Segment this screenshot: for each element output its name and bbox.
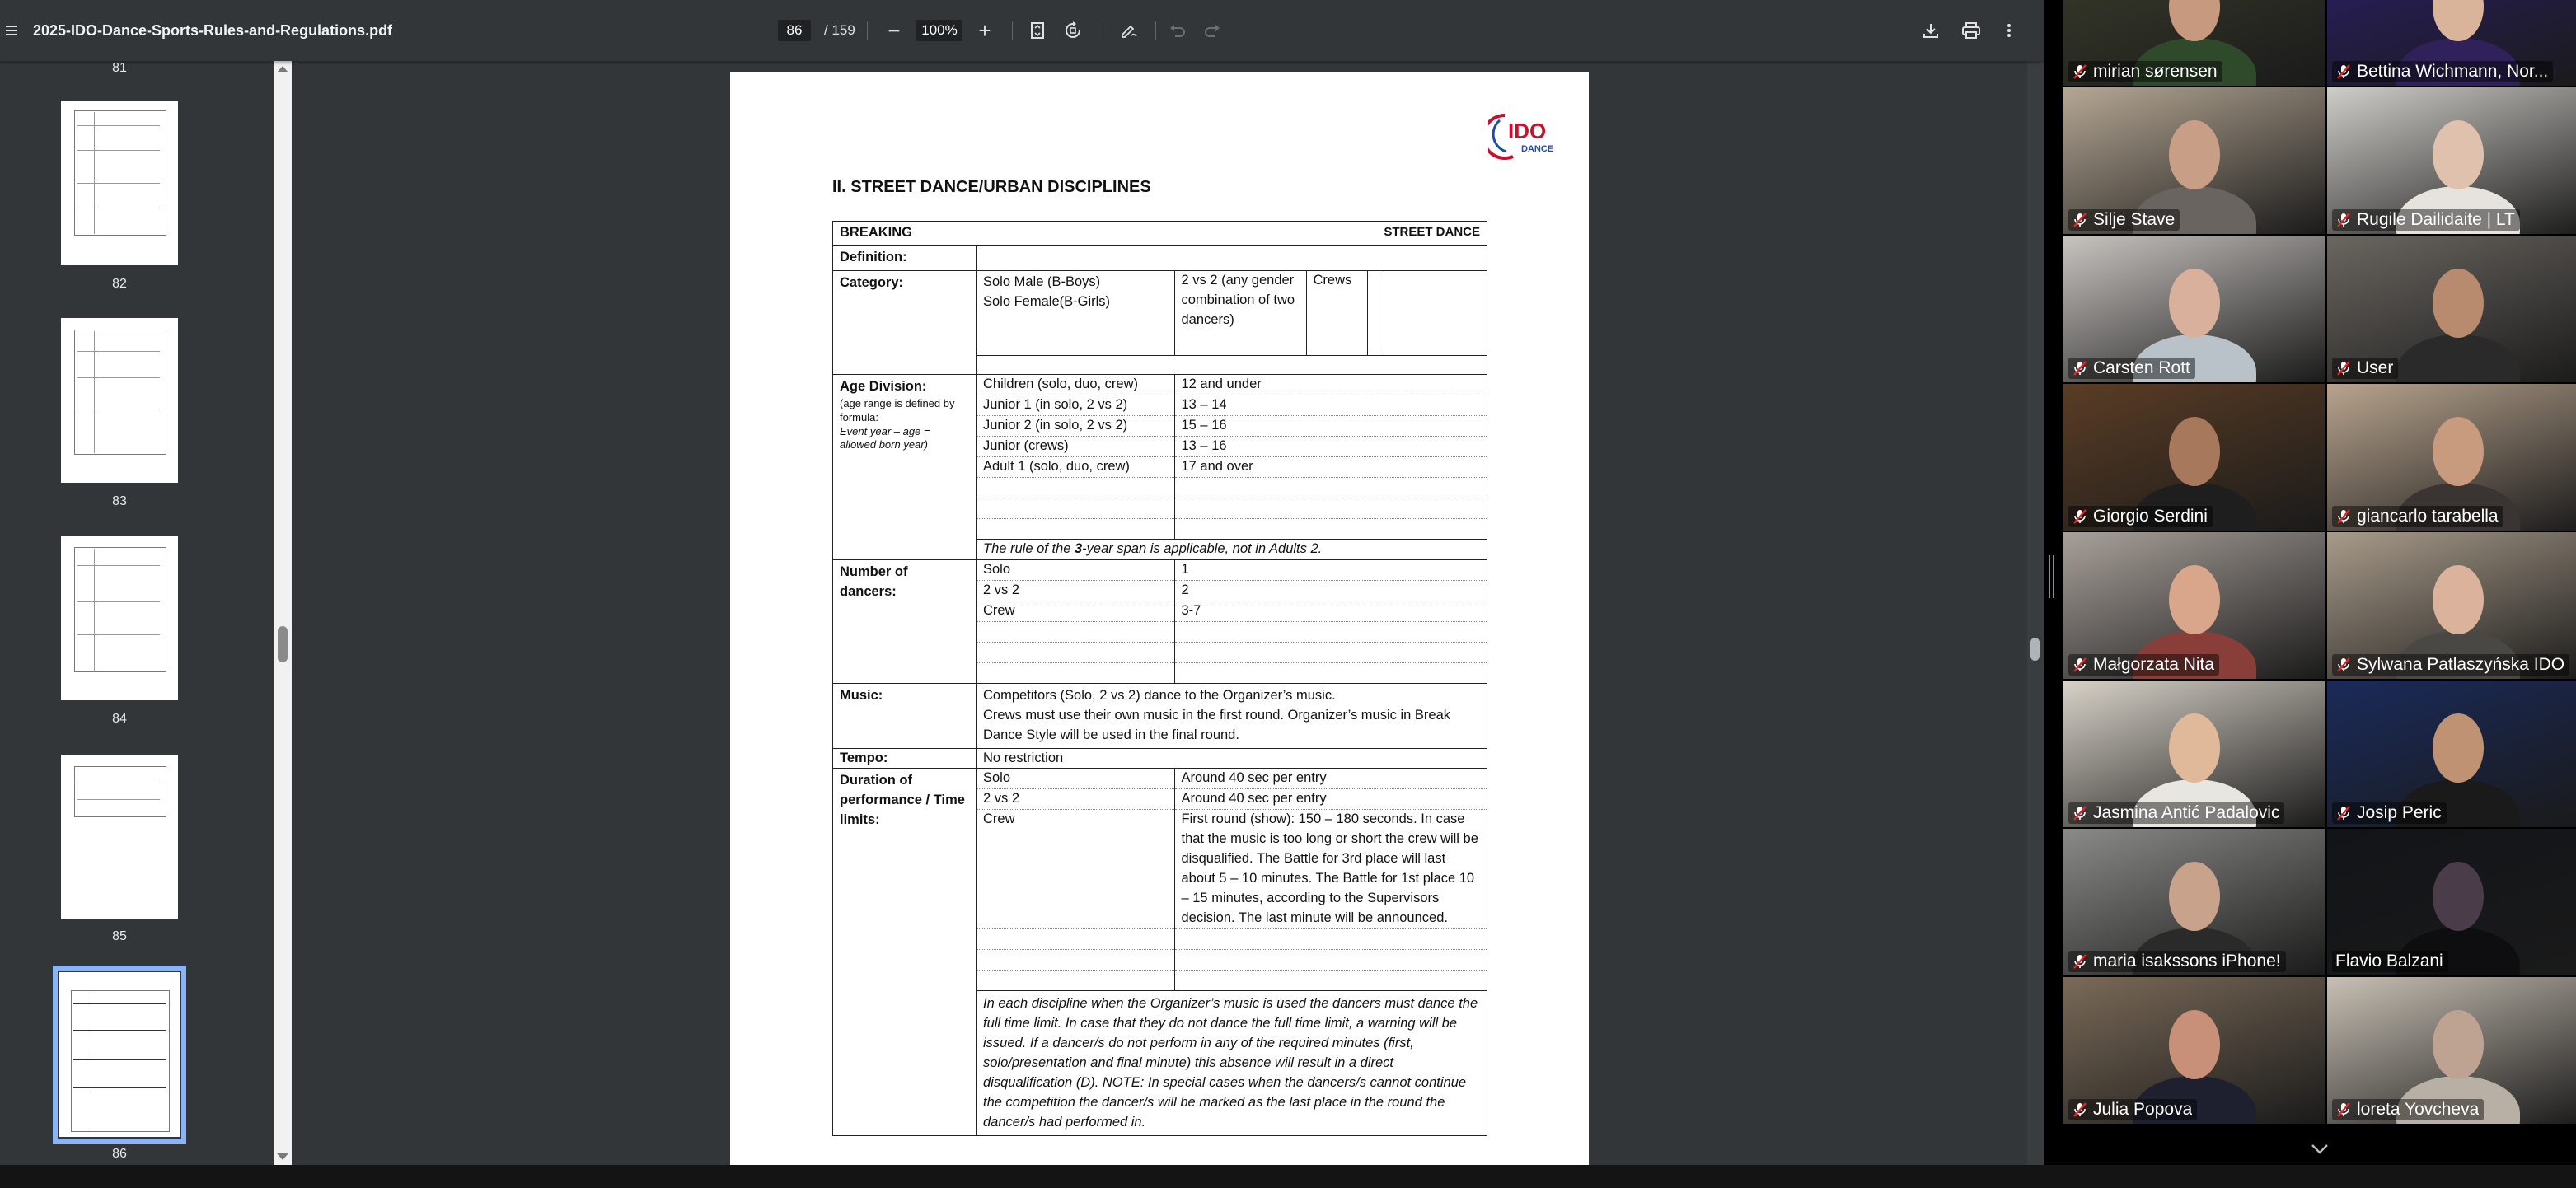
undo-icon[interactable] [1169, 0, 1187, 61]
participant-tile[interactable] [2063, 681, 2325, 827]
participant-nameplate [2068, 1099, 2197, 1120]
age-division-label: Age Division: [840, 378, 927, 394]
age-range: 15 – 16 [1174, 415, 1487, 436]
participant-nameplate [2332, 802, 2447, 824]
mic-muted-icon [2335, 1101, 2352, 1118]
participant-head [2169, 565, 2220, 634]
participant-nameplate [2332, 1099, 2484, 1120]
participant-tile[interactable] [2327, 532, 2576, 679]
participant-name: Małgorzata Nita [2093, 655, 2215, 674]
section-title: II. STREET DANCE/URBAN DISCIPLINES [832, 178, 1151, 196]
dancer-count: 3-7 [1174, 601, 1487, 621]
participant-nameplate [2068, 654, 2219, 676]
participant-name: Julia Popova [2093, 1100, 2193, 1119]
thumbnail-page-label: 82 [112, 277, 127, 291]
duration-label: Duration of performance / Time limits: [833, 769, 977, 1136]
participant-tile[interactable] [2327, 384, 2576, 531]
participant-tile[interactable] [2063, 236, 2325, 382]
age-formula: Event year – age = allowed born year) [840, 424, 930, 451]
zoom-in-button[interactable]: + [978, 17, 991, 43]
sidebar-scrollbar[interactable] [274, 61, 292, 1165]
fit-page-icon[interactable] [1028, 0, 1047, 61]
document-scrollbar[interactable] [2027, 61, 2044, 1165]
logo-text: IDO [1508, 119, 1547, 143]
dancer-count: 1 [1174, 560, 1487, 581]
mic-muted-icon [2072, 1101, 2088, 1118]
age-range: 13 – 16 [1174, 436, 1487, 456]
category-solo: Solo Male (B-Boys) [983, 274, 1101, 289]
thumbnail-page-selected[interactable] [59, 972, 180, 1137]
age-division: Junior (crews) [977, 436, 1174, 456]
thumbnail-page-label: 83 [112, 494, 127, 508]
category-solo-female: Solo Female(B-Girls) [983, 293, 1111, 309]
participant-head [2169, 1010, 2220, 1079]
pane-divider[interactable] [2044, 0, 2063, 1165]
participant-name: mirian sørensen [2093, 62, 2218, 81]
logo-subtext: DANCE [1521, 144, 1554, 154]
participant-head [2433, 120, 2484, 189]
resize-handle-icon[interactable] [2049, 555, 2054, 598]
mic-muted-icon [2072, 508, 2088, 525]
dancer-type: Solo [977, 560, 1174, 581]
participant-tile[interactable] [2327, 977, 2576, 1124]
mic-muted-icon [2072, 657, 2088, 673]
participant-head [2169, 269, 2220, 338]
participant-nameplate [2332, 951, 2448, 972]
scrollbar-thumb[interactable] [2030, 638, 2040, 661]
mic-muted-icon [2335, 805, 2352, 821]
tempo-label: Tempo: [833, 748, 977, 769]
mic-muted-icon [2072, 953, 2088, 970]
participant-name: Silje Stave [2093, 210, 2176, 229]
annotate-pen-icon[interactable] [1119, 0, 1139, 61]
mic-muted-icon [2072, 805, 2088, 821]
rotate-icon[interactable] [1063, 0, 1083, 61]
toolbar-divider [1155, 21, 1156, 40]
participant-nameplate [2068, 358, 2195, 379]
participant-head [2433, 862, 2484, 931]
category-label: Category: [833, 270, 977, 374]
mic-muted-icon [2335, 212, 2352, 228]
participant-nameplate [2332, 654, 2569, 676]
thumbnail-page[interactable] [61, 101, 178, 265]
category-crews: Crews [1306, 271, 1367, 356]
mic-muted-icon [2072, 212, 2088, 228]
participant-nameplate [2068, 506, 2213, 527]
thumbnail-page[interactable] [61, 318, 178, 483]
duration-type: Crew [977, 810, 1174, 929]
thumbnail-page-label: 84 [112, 712, 127, 726]
participant-head [2169, 417, 2220, 486]
participant-head [2433, 713, 2484, 783]
age-division: Adult 1 (solo, duo, crew) [977, 456, 1174, 477]
thumbnail-page[interactable] [61, 536, 178, 700]
participant-tile[interactable] [2327, 681, 2576, 827]
mic-muted-icon [2335, 360, 2352, 377]
participant-tile[interactable] [2063, 384, 2325, 531]
pdf-page [730, 72, 1589, 1165]
participant-name: User [2357, 358, 2394, 377]
participant-tile[interactable] [2063, 0, 2325, 86]
duration-limit: Around 40 sec per entry [1174, 769, 1487, 789]
music-text: Competitors (Solo, 2 vs 2) dance to the Organizer’s music. [983, 687, 1336, 703]
age-rule-note: The rule of the 3-year span is applicable, not in Adults 2. [983, 540, 1323, 556]
zoom-out-button[interactable]: − [888, 17, 901, 43]
music-label: Music: [833, 683, 977, 748]
thumbnail-page-label: 81 [112, 61, 127, 75]
participant-head [2169, 862, 2220, 931]
music-text-crews: Crews must use their own music in the first round. Organizer’s music in Break Dance Style will be used in the final round. [983, 707, 1451, 742]
participant-head [2169, 713, 2220, 783]
thumbnail-page[interactable] [61, 755, 178, 919]
dancer-type: Crew [977, 601, 1174, 621]
more-vert-icon[interactable] [2001, 0, 2017, 61]
discipline-group: STREET DANCE [1384, 225, 1481, 239]
duration-limit: Around 40 sec per entry [1174, 789, 1487, 810]
time-limit-note: In each discipline when the Organizer’s music is used the dancers must dance the full time limit. In case that they do not dance the full time limit, a warning will be issued. If a dancer/s do not perform in any of the required minutes (first, solo/presentation and final minute) this absence will result in a direct disqualification (D). NOTE: In special cases when the dancers/s cannot continue the competition the dancer/s will be marked as the last place in the round the dancer/s had performed in. [983, 995, 1478, 1130]
participant-name: Josip Peric [2357, 803, 2442, 822]
scroll-up-arrow-icon[interactable] [277, 66, 288, 72]
category-2vs2: 2 vs 2 (any gender combination of two dancers) [1174, 271, 1306, 356]
participant-tile[interactable] [2063, 532, 2325, 679]
age-range: 17 and over [1174, 456, 1487, 477]
download-icon[interactable] [1920, 0, 1941, 61]
participant-name: Flavio Balzani [2335, 952, 2443, 971]
participant-name: Rugile Dailidaite | LT [2357, 210, 2515, 229]
participant-name: maria isakssons iPhone! [2093, 952, 2281, 971]
toolbar-divider [1012, 21, 1013, 40]
participant-head [2433, 269, 2484, 338]
participant-name: Bettina Wichmann, Nor... [2357, 62, 2549, 81]
participant-nameplate [2332, 358, 2398, 379]
mic-muted-icon [2335, 63, 2352, 80]
page-total: / 159 [824, 22, 855, 38]
zoom-input[interactable]: 100% [916, 20, 962, 41]
print-icon[interactable] [1960, 0, 1983, 61]
participant-head [2169, 120, 2220, 189]
ido-logo [1488, 109, 1571, 163]
participant-head [2433, 565, 2484, 634]
participant-tile[interactable] [2063, 977, 2325, 1124]
participant-name: Sylwana Patlaszyńska IDO [2357, 655, 2565, 674]
tempo-value: No restriction [977, 748, 1487, 769]
participant-nameplate [2068, 802, 2284, 824]
dancer-count: 2 [1174, 580, 1487, 601]
age-division: Children (solo, duo, crew) [977, 375, 1174, 395]
page-number-input[interactable]: 86 [778, 20, 811, 41]
mic-muted-icon [2335, 657, 2352, 673]
scrollbar-thumb[interactable] [278, 626, 288, 662]
pdf-toolbar [0, 0, 2044, 61]
participant-nameplate [2068, 61, 2222, 82]
dancers-label: Number of [840, 564, 908, 579]
participant-tile[interactable] [2063, 829, 2325, 975]
thumbnail-sidebar [0, 61, 274, 1165]
participant-tile[interactable] [2063, 87, 2325, 234]
definition-label: Definition: [833, 245, 977, 270]
thumbnail-page-label: 85 [112, 929, 127, 943]
duration-type: 2 vs 2 [977, 789, 1174, 810]
participant-nameplate [2068, 951, 2286, 972]
age-range: 12 and under [1174, 375, 1487, 395]
bottom-strip [0, 1165, 2576, 1188]
participant-tile[interactable] [2327, 0, 2576, 86]
mic-muted-icon [2072, 63, 2088, 80]
menu-icon[interactable] [0, 0, 23, 61]
thumbnail-page-label: 86 [112, 1147, 127, 1161]
age-division: Junior 2 (in solo, 2 vs 2) [977, 415, 1174, 436]
participant-nameplate [2068, 209, 2180, 231]
discipline-name: BREAKING [840, 225, 913, 240]
dancer-type: 2 vs 2 [977, 580, 1174, 601]
participant-tile[interactable] [2327, 236, 2576, 382]
mic-muted-icon [2335, 508, 2352, 525]
participant-nameplate [2332, 61, 2553, 82]
participant-nameplate [2332, 506, 2503, 527]
participant-name: loreta Yovcheva [2357, 1100, 2480, 1119]
duration-type: Solo [977, 769, 1174, 789]
file-title: 2025-IDO-Dance-Sports-Rules-and-Regulations.pdf [33, 21, 393, 39]
participant-tile[interactable] [2327, 829, 2576, 975]
rules-table: BREAKING STREET DANCE Definition: Category: Solo Male (B-Boys) Solo Female(B-Girls) 2 vs 2 (any gender combination of two dancers) Crews Age Division: (age range is defined by formula: Event year – age = allowed born year) Children (solo, duo, crew) 12 and under Junior 1 (in solo, 2 vs 2) 13 – 14 Junior 2 (in solo, 2 vs 2) 15 – 16 Junior (crews) 13 – 16 Adult 1 (solo, duo, crew) 17 and over The rule of the 3-year span is applicable, not in Adults 2. Number of dancers: Solo 1 2 vs 2 2 Crew 3-7 Music: Competitors (Solo, 2 vs 2) dance to the Organizer’s music. Crews must use their own music in the first round. Organizer’s music in Break Dance Style will be used in the final round. Tempo: No restriction Duration of performance / Time limits: Solo Around 40 sec per entry 2 vs 2 Around 40 sec per entry Crew First round (show): 150 – 180 seconds. In case that the music is too long or short the crew will be disqualified. The Battle for 3rd place will last about 5 – 10 minutes. The Battle for 1st place 10 – 15 minutes, according to the Supervisors decision. The last minute will be announced. In each discipline when the Organizer’s music is used the dancers must dance the full time limit. In case that they do not dance the full time limit, a warning will be issued. If a dancer/s do not perform in any of the required minutes (first, solo/presentation and final minute) this absence will result in a direct disqualification (D). NOTE: In special cases when the dancers/s cannot continue the competition the dancer/s will be marked as the last place in the round the dancer/s had performed in. [832, 221, 1487, 1136]
age-note: (age range is defined by formula: [840, 396, 955, 423]
mic-muted-icon [2072, 360, 2088, 377]
duration-limit: First round (show): 150 – 180 seconds. In case that the music is too long or short the crew will be disqualified. The Battle for 3rd place will last about 5 – 10 minutes. The Battle for 1st place 10 – 15 minutes, according to the Supervisors decision. The last minute will be announced. [1174, 810, 1487, 929]
participant-name: Carsten Rott [2093, 358, 2190, 377]
participant-head [2433, 1010, 2484, 1079]
toolbar-divider [867, 21, 868, 40]
video-gallery [2063, 0, 2576, 1165]
age-range: 13 – 14 [1174, 395, 1487, 415]
participant-name: giancarlo tarabella [2357, 507, 2499, 526]
scroll-down-arrow-icon[interactable] [277, 1153, 288, 1160]
participant-tile[interactable] [2327, 87, 2576, 234]
participant-head [2433, 417, 2484, 486]
chevron-down-icon[interactable] [2311, 1144, 2329, 1155]
participant-name: Jasmina Antić Padalovic [2093, 803, 2280, 822]
redo-icon[interactable] [1203, 0, 1221, 61]
participant-name: Giorgio Serdini [2093, 507, 2208, 526]
participant-nameplate [2332, 209, 2520, 231]
age-division: Junior 1 (in solo, 2 vs 2) [977, 395, 1174, 415]
